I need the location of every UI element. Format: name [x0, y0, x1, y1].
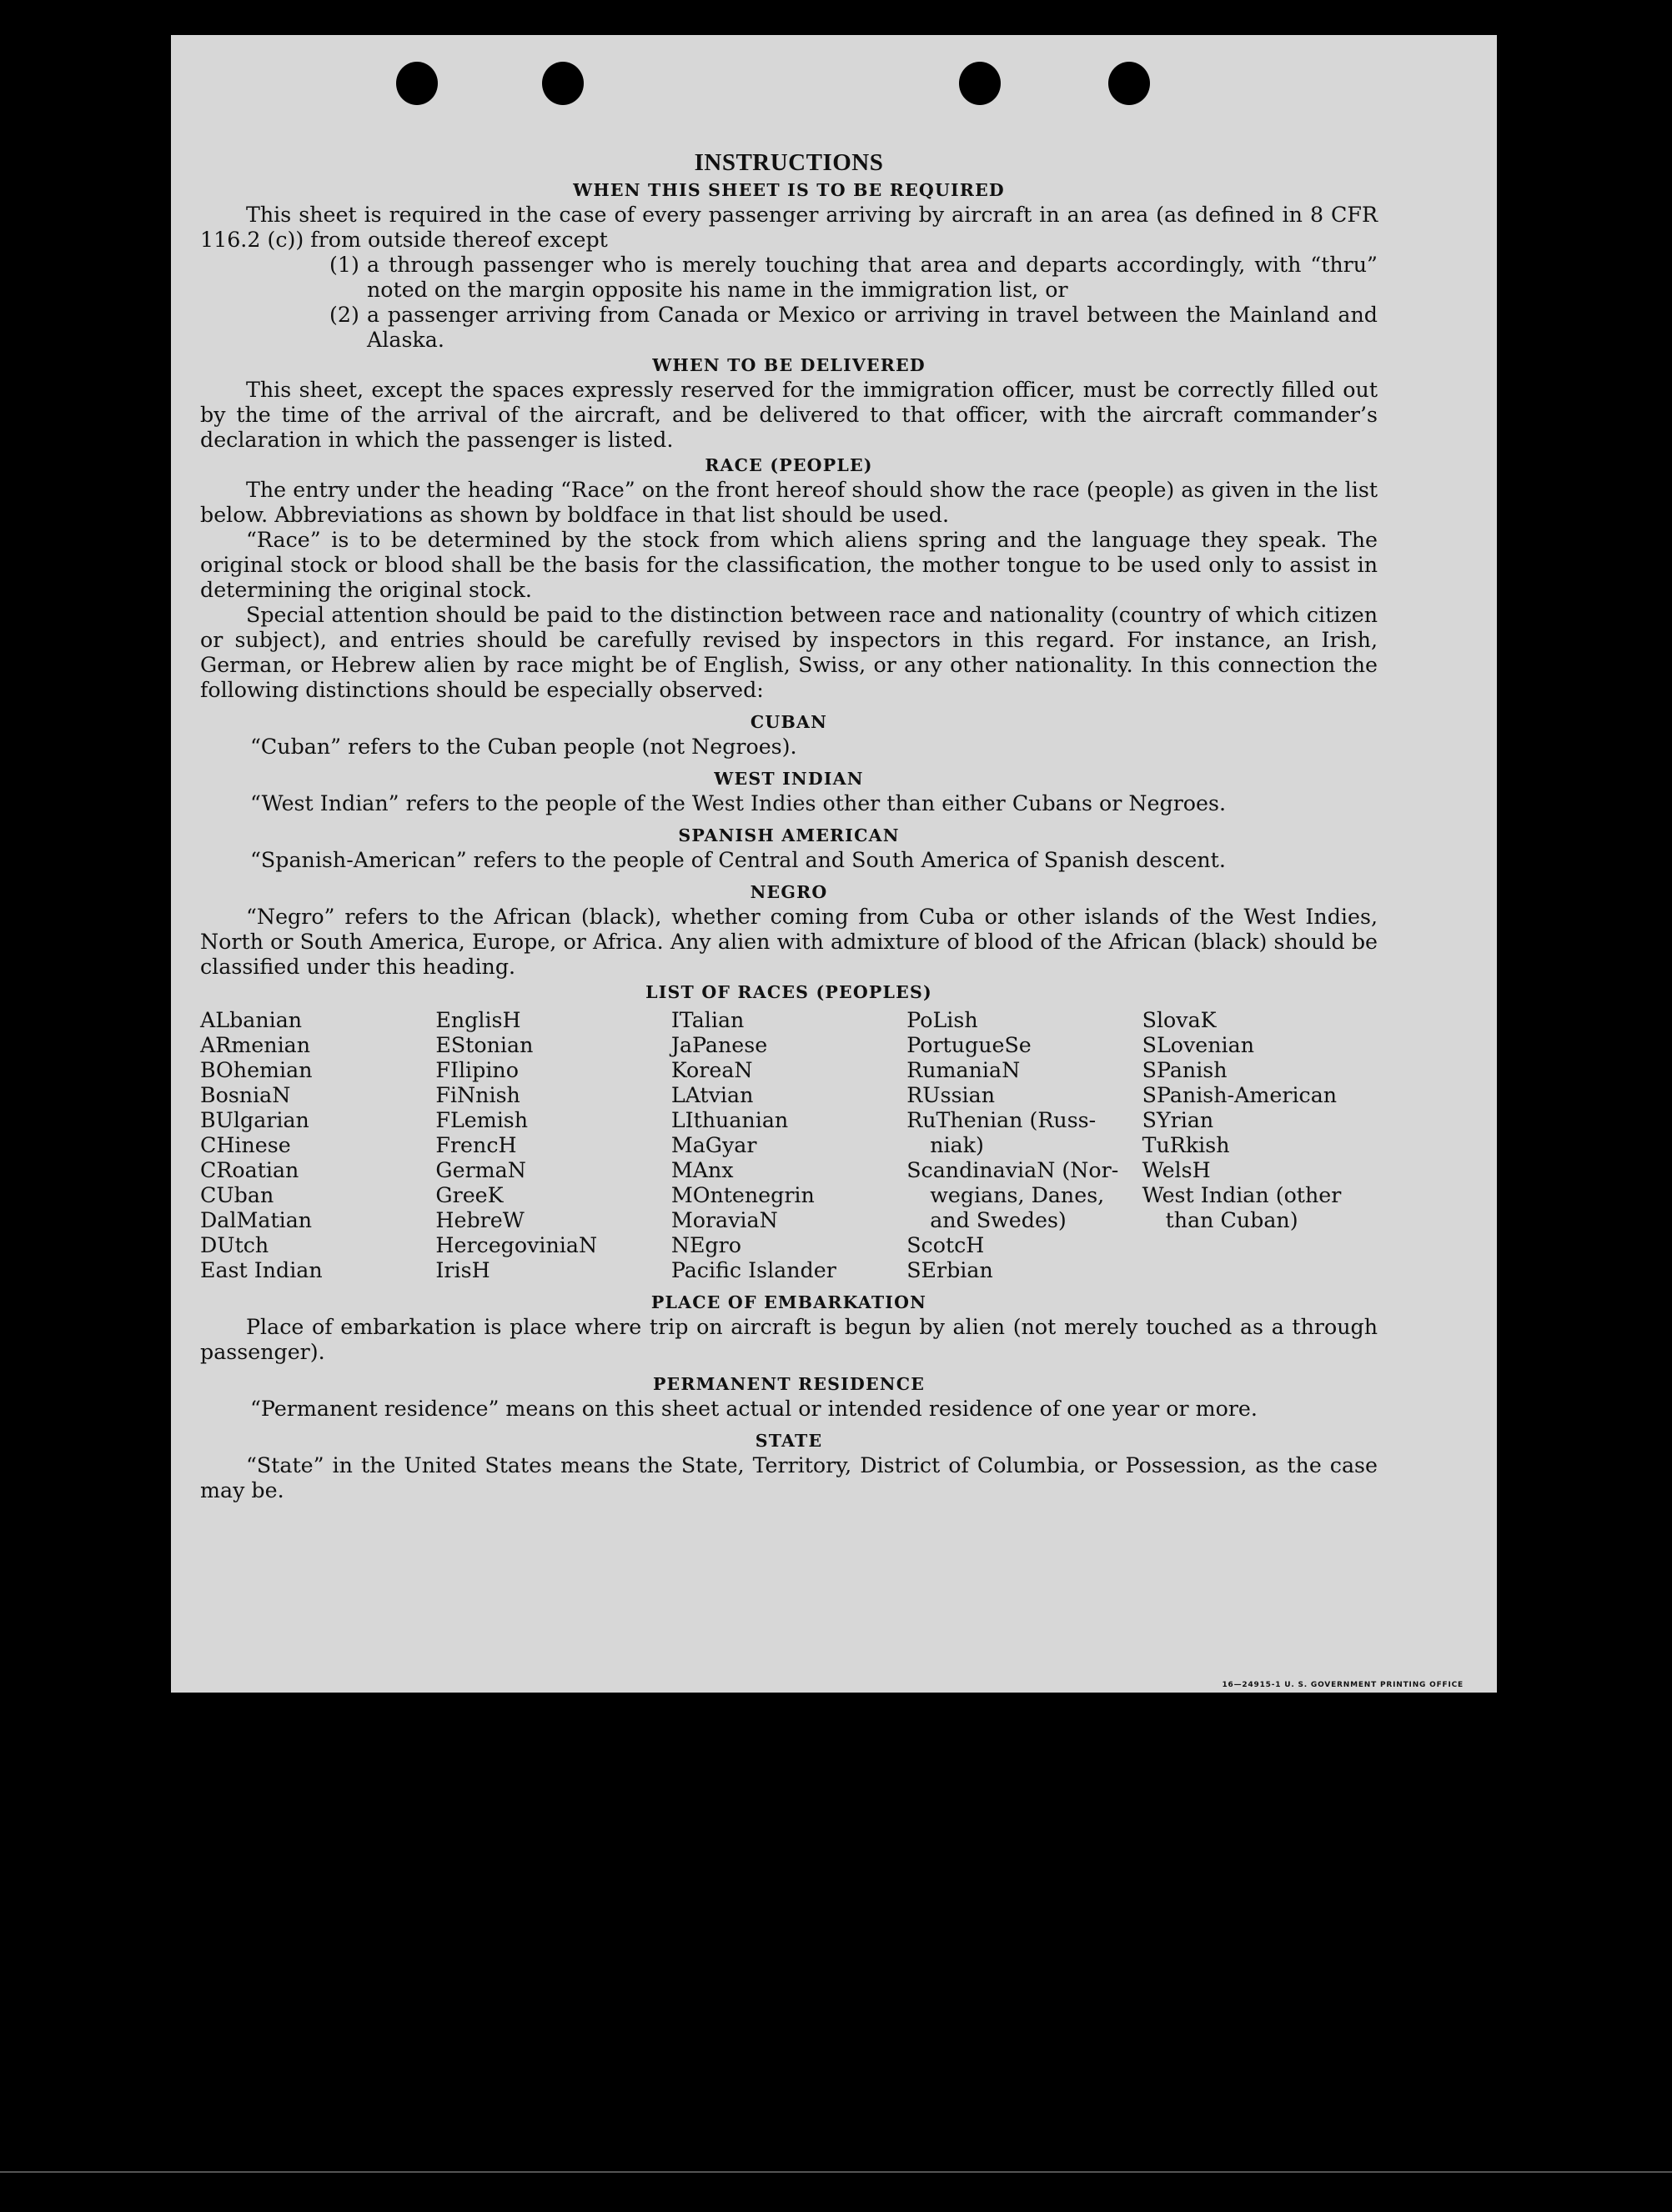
- race-entry: BUlgarian: [200, 1108, 309, 1132]
- race-entry: MAnx: [670, 1158, 734, 1182]
- race-entry: East Indian: [200, 1258, 323, 1282]
- races-column: [200, 1008, 435, 1283]
- race-paragraph-2: “Race” is to be determined by the stock from which aliens spring and the language they speak. The original stock or blood shall be the basis for the classification, the mother tongue to be used only to assist in determining the original stock.: [200, 528, 1378, 602]
- race-entry: ARmenian: [200, 1033, 311, 1057]
- exception-list: [200, 253, 1378, 353]
- race-entry: IrisH: [435, 1258, 490, 1282]
- heading-race: RACE (PEOPLE): [705, 455, 873, 475]
- race-entry: NEgro: [670, 1233, 741, 1257]
- permanent-residence-text: “Permanent residence” means on this sheet actual or intended residence of one year or more.: [250, 1397, 1258, 1421]
- race-entry: LAtvian: [670, 1083, 754, 1107]
- race-entry: GermaN: [435, 1158, 526, 1182]
- race-entry: West Indian (other: [1142, 1183, 1342, 1207]
- race-entry: PortugueSe: [906, 1033, 1032, 1057]
- race-entry: than Cuban): [1165, 1208, 1298, 1232]
- heading-permanent-residence: PERMANENT RESIDENCE: [652, 1374, 926, 1394]
- race-paragraph-3: Special attention should be paid to the distinction between race and nationality (country of which citizen or subject), and entries should be carefully revised by inspectors in this regard. For instance, an Irish, German, or Hebrew alien by race might be of English, Swiss, or any other nationality. In this connection the following distinctions should be especially observed:: [200, 603, 1378, 702]
- document-sheet: [171, 35, 1497, 1693]
- race-entry: EStonian: [435, 1033, 534, 1057]
- race-entry: FrencH: [435, 1133, 517, 1157]
- punch-hole: [396, 62, 438, 105]
- race-entry: CRoatian: [200, 1158, 299, 1182]
- punch-hole: [959, 62, 1001, 105]
- heading-when-required: WHEN THIS SHEET IS TO BE REQUIRED: [573, 180, 1005, 200]
- race-paragraph-1: The entry under the heading “Race” on the front hereof should show the race (people) as given in the list below. Abbreviations as shown by boldface in that list should be used.: [200, 478, 1378, 527]
- race-entry: HebreW: [435, 1208, 525, 1232]
- race-entry: SPanish-American: [1142, 1083, 1338, 1107]
- race-entry: and Swedes): [930, 1208, 1067, 1232]
- race-entry: SLovenian: [1142, 1033, 1255, 1057]
- race-entry: CHinese: [200, 1133, 291, 1157]
- heading-west-indian: WEST INDIAN: [714, 769, 864, 789]
- race-entry: ScandinaviaN (Nor-: [906, 1158, 1119, 1182]
- scan-edge-line: [0, 2171, 1672, 2173]
- race-entry: SErbian: [906, 1258, 993, 1282]
- race-entry: RUssian: [906, 1083, 996, 1107]
- race-entry: DUtch: [200, 1233, 269, 1257]
- race-entry: DalMatian: [200, 1208, 313, 1232]
- races-list: [200, 1008, 1378, 1283]
- exception-item: (1) a through passenger who is merely touching that area and departs accordingly, with “thru” noted on the margin opposite his name in the immigration list, or: [329, 253, 1378, 302]
- race-entry: HercegoviniaN: [435, 1233, 598, 1257]
- printer-imprint: 16—24915-1 U. S. GOVERNMENT PRINTING OFFICE: [1222, 1681, 1464, 1689]
- race-entry: FiNnish: [435, 1083, 520, 1107]
- page-title: INSTRUCTIONS: [694, 149, 884, 176]
- race-entry: KoreaN: [670, 1058, 753, 1082]
- race-entry: BOhemian: [200, 1058, 313, 1082]
- race-entry: PoLish: [906, 1008, 978, 1032]
- when-delivered-text: This sheet, except the spaces expressly reserved for the immigration officer, must be correctly filled out by the time of the arrival of the aircraft, and be delivered to that officer, with the aircraft commander’s declaration in which the passenger is listed.: [200, 378, 1378, 452]
- race-entry: MoraviaN: [670, 1208, 778, 1232]
- negro-text: “Negro” refers to the African (black), whether coming from Cuba or other islands of the West Indies, North or South America, Europe, or Africa. Any alien with admixture of blood of the African (black) should be classified under this heading.: [200, 905, 1378, 979]
- cuban-text: “Cuban” refers to the Cuban people (not Negroes).: [250, 735, 797, 759]
- race-entry: FLemish: [435, 1108, 529, 1132]
- exception-item: (2) a passenger arriving from Canada or Mexico or arriving in travel between the Mainland and Alaska.: [329, 303, 1378, 352]
- race-entry: ScotcH: [906, 1233, 985, 1257]
- race-entry: TuRkish: [1142, 1133, 1230, 1157]
- race-entry: MOntenegrin: [670, 1183, 815, 1207]
- instructions-body: [200, 148, 1378, 1503]
- west-indian-text: “West Indian” refers to the people of the West Indies other than either Cubans or Negroes.: [250, 791, 1227, 815]
- race-entry: RuThenian (Russ-: [906, 1108, 1097, 1132]
- embarkation-text: Place of embarkation is place where trip on aircraft is begun by alien (not merely touched as a through passenger).: [200, 1315, 1378, 1364]
- heading-when-delivered: WHEN TO BE DELIVERED: [652, 355, 926, 375]
- race-entry: CUban: [200, 1183, 274, 1207]
- race-entry: SYrian: [1142, 1108, 1214, 1132]
- races-column: [1142, 1008, 1378, 1283]
- race-entry: RumaniaN: [906, 1058, 1021, 1082]
- heading-spanish-american: SPANISH AMERICAN: [678, 825, 900, 845]
- heading-negro: NEGRO: [750, 882, 828, 902]
- race-entry: niak): [930, 1133, 984, 1157]
- race-entry: ALbanian: [200, 1008, 303, 1032]
- when-required-intro: This sheet is required in the case of every passenger arriving by aircraft in an area (as defined in 8 CFR 116.2 (c)) from outside thereof except: [200, 203, 1378, 252]
- race-entry: BosniaN: [200, 1083, 291, 1107]
- heading-state: STATE: [755, 1431, 823, 1451]
- heading-embarkation: PLACE OF EMBARKATION: [650, 1292, 927, 1312]
- heading-cuban: CUBAN: [750, 712, 828, 732]
- race-entry: GreeK: [435, 1183, 504, 1207]
- races-column: [435, 1008, 670, 1283]
- race-entry: wegians, Danes,: [930, 1183, 1105, 1207]
- punch-hole: [1108, 62, 1150, 105]
- races-column: [671, 1008, 906, 1283]
- race-entry: ITalian: [670, 1008, 745, 1032]
- race-entry: Pacific Islander: [670, 1258, 836, 1282]
- race-entry: WelsH: [1142, 1158, 1211, 1182]
- heading-list-of-races: LIST OF RACES (PEOPLES): [645, 982, 932, 1002]
- race-entry: LIthuanian: [670, 1108, 789, 1132]
- race-entry: SPanish: [1142, 1058, 1228, 1082]
- races-column: [906, 1008, 1142, 1283]
- race-entry: EnglisH: [435, 1008, 521, 1032]
- race-entry: FIlipino: [435, 1058, 519, 1082]
- punch-hole: [542, 62, 584, 105]
- race-entry: SlovaK: [1142, 1008, 1217, 1032]
- race-entry: MaGyar: [670, 1133, 757, 1157]
- race-entry: JaPanese: [670, 1033, 768, 1057]
- state-text: “State” in the United States means the State, Territory, District of Columbia, or Possession, as the case may be.: [200, 1453, 1378, 1502]
- spanish-american-text: “Spanish-American” refers to the people of Central and South America of Spanish descent.: [250, 848, 1226, 872]
